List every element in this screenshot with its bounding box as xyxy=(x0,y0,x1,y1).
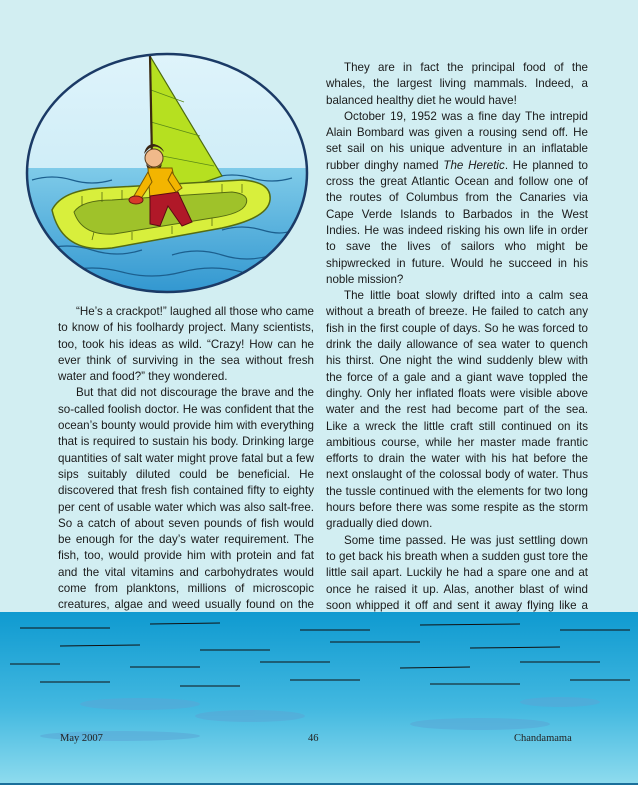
sea-waves-icon xyxy=(0,612,638,785)
paragraph: “He’s a crackpot!” laughed all those who came to know of his foolhardy project. Many scientists, too, took his ideas as wild. “Crazy! How can he ever think of surviving in the sea without fresh water and food?” they wondered. xyxy=(58,305,314,384)
dinghy-name: The Heretic xyxy=(443,158,505,172)
paragraph: They are in fact the principal food of the whales, the largest living mammals. Indeed, a balanced healthy diet he would have! xyxy=(326,61,588,107)
boat-in-sea-illustration xyxy=(22,50,312,296)
paragraph-text: . He planned to cross the great Atlantic Ocean and follow one of the routes of Columbus from the Canaries via Cape Verde Islands to Barbados in the West Indies. He was indeed risking his own life in order to save the lives of sailors who might be shipwrecked in future. Would he succeed in his noble mission? xyxy=(326,158,589,286)
footer-month: May 2007 xyxy=(60,733,103,744)
paragraph-text: October 19, 1952 was a fine day The intrepid Alain Bombard was given a rousing send off. He set sail on his unique adventure in an inflatable rubber dinghy named xyxy=(326,109,588,172)
magazine-name: Chandamama xyxy=(514,733,572,744)
page-footer xyxy=(0,733,638,747)
page-number: 46 xyxy=(308,733,319,744)
paragraph: But that did not discourage the brave and the so-called foolish doctor. He was confident that the ocean’s bounty would provide him with everything that is required to sustain his body. Drinking large quantities of salt water might prove fatal but a few sips suitably diluted could be beneficial. He discovered that fresh fish contained fifty to eighty per cent of usable water which was also salt-free. So a catch of about seven pounds of fish would be enough for the day’s water requirement. The fish, too, would provide him with protein and fat and the vital vitamins and carbohydrates would come from planktons, millions of microscopic creatures, algae and weed usually found on the xyxy=(58,386,314,612)
right-text-column xyxy=(326,60,588,663)
left-text-column xyxy=(58,304,314,630)
paragraph xyxy=(326,109,588,288)
paragraph: The little boat slowly drifted into a calm sea without a breath of breeze. He failed to catch any fish in the first couple of days. So he was forced to drink the daily allowance of sea water to quench his thirst. One night the wind suddenly blew with the force of a gale and a giant wave toppled the dinghy. Only her inflated floats were visible above water and the rest had become part of the sea. Like a wreck the little craft still continued on its ambitious course, while her master made frantic efforts to drain the water with his hat before the next onslaught of the colossal body of water. Thus the tussle continued with the elements for two long hours before there was some respite as the storm gradually died down. xyxy=(326,289,588,531)
paragraph: Some time passed. He was just settling down to get back his breath when a sudden gust tore the little sail apart. Luckily he had a spare one and at once he raised it up. Alas, another blast of wind soon whipped it off and sent it away flying like a xyxy=(326,533,588,612)
